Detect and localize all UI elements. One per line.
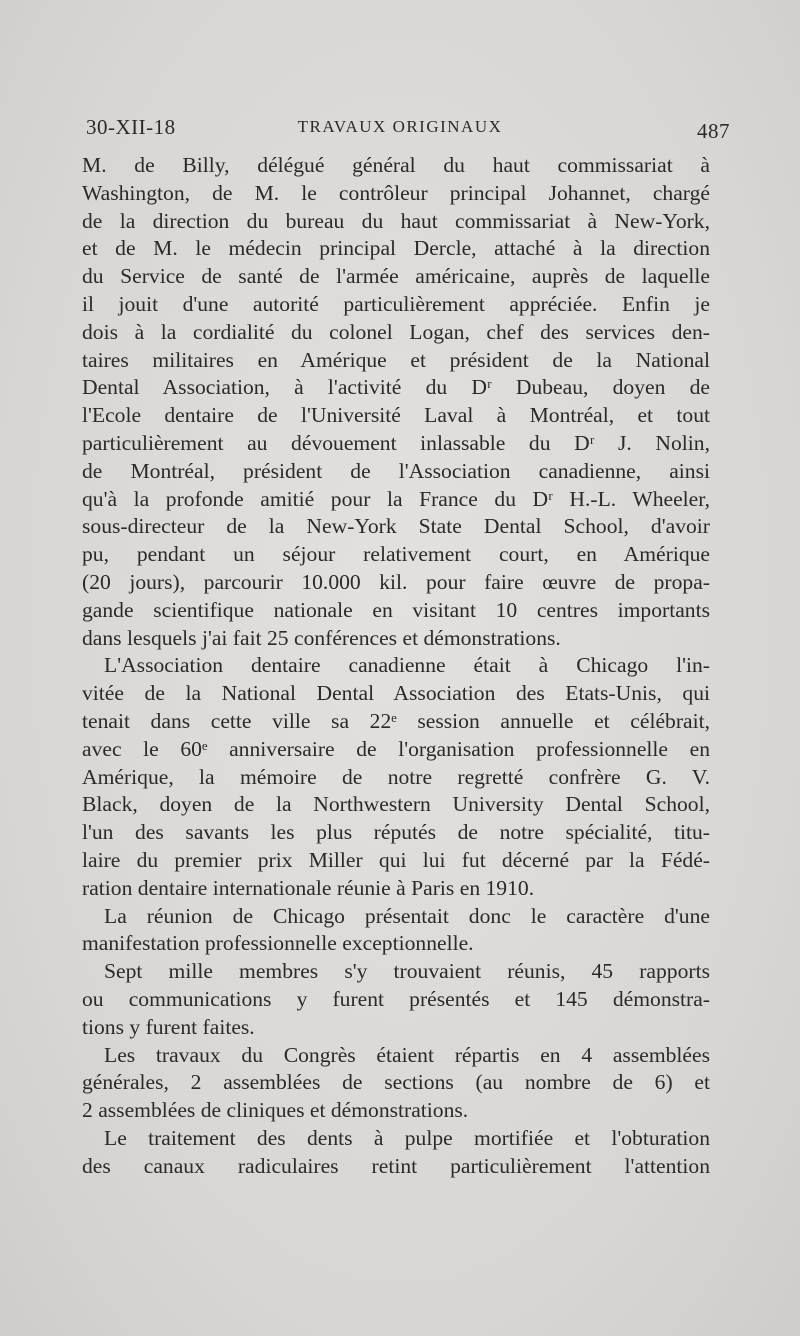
text-line: dois à la cordialité du colonel Logan, chef des services den-: [82, 319, 710, 344]
text-line: Le traitement des dents à pulpe mortifiée et l'obturation: [104, 1125, 710, 1150]
text-line: et de M. le médecin principal Dercle, attaché à la direction: [82, 236, 710, 261]
text-line: dans lesquels j'ai fait 25 conférences et démonstrations.: [82, 625, 561, 650]
text-line: l'Ecole dentaire de l'Université Laval à Montréal, et tout: [82, 403, 710, 428]
text-line: de la direction du bureau du haut commissariat à New-York,: [82, 208, 710, 233]
text-line: vitée de la National Dental Association des Etats-Unis, qui: [82, 681, 710, 706]
text-line: manifestation professionnelle exceptionnelle.: [82, 931, 474, 956]
text-line: Black, doyen de la Northwestern University Dental School,: [82, 792, 710, 817]
body-text: [82, 152, 710, 1180]
text-line: gande scientifique nationale en visitant 10 centres importants: [82, 597, 710, 622]
text-line: Washington, de M. le contrôleur principal Johannet, chargé: [82, 180, 710, 205]
header-date: 30-XII-18: [86, 115, 176, 139]
text-line: La réunion de Chicago présentait donc le caractère d'une: [104, 903, 710, 928]
text-line: Dental Association, à l'activité du Dʳ Dubeau, doyen de: [82, 375, 710, 400]
text-line: des canaux radiculaires retint particulièrement l'attention: [82, 1153, 710, 1178]
text-line: ration dentaire internationale réunie à Paris en 1910.: [82, 875, 535, 900]
text-line: taires militaires en Amérique et président de la National: [82, 347, 710, 372]
text-line: avec le 60ᵉ anniversaire de l'organisation professionnelle en: [82, 736, 710, 761]
text-line: tions y furent faites.: [82, 1014, 255, 1039]
text-line: (20 jours), parcourir 10.000 kil. pour faire œuvre de propa-: [82, 569, 710, 594]
page-number: 487: [697, 119, 730, 143]
running-header: [86, 115, 730, 145]
text-line: ou communications y furent présentés et 145 démonstra-: [82, 986, 710, 1011]
text-line: laire du premier prix Miller qui lui fut décerné par la Fédé-: [82, 847, 710, 872]
text-line: 2 assemblées de cliniques et démonstrations.: [82, 1098, 469, 1123]
text-line: M. de Billy, délégué général du haut commissariat à: [82, 153, 710, 177]
text-line: il jouit d'une autorité particulièrement appréciée. Enfin je: [82, 291, 710, 316]
text-line: tenait dans cette ville sa 22ᵉ session annuelle et célébrait,: [82, 708, 710, 733]
text-line: Les travaux du Congrès étaient répartis en 4 assemblées: [104, 1042, 710, 1067]
text-line: de Montréal, président de l'Association canadienne, ainsi: [82, 458, 710, 483]
text-line: l'un des savants les plus réputés de notre spécialité, titu-: [82, 820, 710, 845]
text-line: pu, pendant un séjour relativement court, en Amérique: [82, 542, 710, 567]
text-line: L'Association dentaire canadienne était à Chicago l'in-: [104, 653, 710, 678]
text-line: générales, 2 assemblées de sections (au nombre de 6) et: [82, 1070, 710, 1095]
text-line: sous-directeur de la New-York State Dental School, d'avoir: [82, 514, 710, 539]
text-line: du Service de santé de l'armée américaine, auprès de laquelle: [82, 264, 710, 289]
text-line: particulièrement au dévouement inlassable du Dʳ J. Nolin,: [82, 430, 710, 455]
text-line: qu'à la profonde amitié pour la France du Dʳ H.-L. Wheeler,: [82, 486, 710, 511]
text-line: Sept mille membres s'y trouvaient réunis, 45 rapports: [104, 959, 710, 984]
header-title: TRAVAUX ORIGINAUX: [297, 117, 503, 136]
text-line: Amérique, la mémoire de notre regretté confrère G. V.: [82, 764, 710, 789]
